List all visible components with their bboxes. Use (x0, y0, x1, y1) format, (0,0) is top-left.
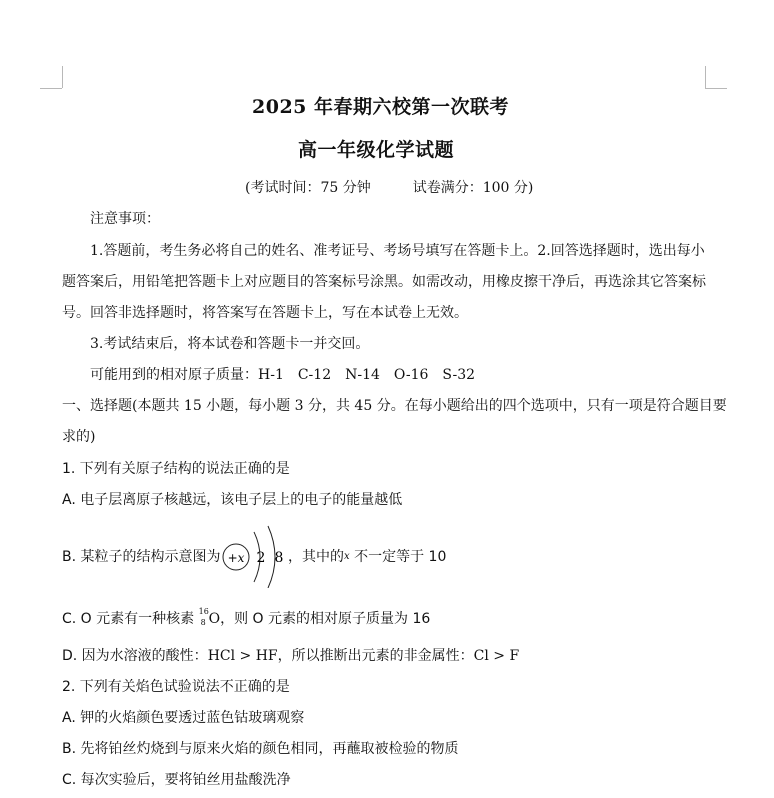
q2-option-b: B. 先将铂丝灼烧到与原来火焰的颜色相同，再蘸取被检验的物质 (62, 741, 459, 757)
nuclide-mass-number: 16 (198, 607, 209, 616)
notice-item3: 3.考试结束后，将本试卷和答题卡一并交回。 (90, 336, 370, 352)
notice-item1-line3: 号。回答非选择题时，将答案写在答题卡上，写在本试卷上无效。 (62, 305, 468, 321)
exam-info: (考试时间：75 分钟 试卷满分：100 分) (245, 180, 534, 196)
q1-option-d (62, 647, 519, 665)
q1-option-a: A. 电子层离原子核越远，该电子层上的电子的能量越低 (62, 492, 403, 508)
q1-stem: 1. 下列有关原子结构的说法正确的是 (62, 461, 290, 477)
q1-option-b-suffix (288, 548, 446, 566)
q1-option-b-prefix: B. 某粒子的结构示意图为 (62, 549, 221, 565)
nuclide-atomic-number: 8 (200, 618, 206, 627)
section1-heading-line1: 一、选择题(本题共 15 小题，每小题 3 分，共 45 分。在每小题给出的四个选项中，只有一项是符合题目要 (62, 398, 727, 414)
q1-option-d-prefix: D. 因为水溶液的酸性： (62, 648, 208, 664)
section1-heading-line2: 求的) (62, 429, 96, 445)
notice-atomic-masses: 可能用到的相对原子质量：H-1 C-12 N-14 O-16 S-32 (90, 367, 476, 383)
exam-title: 2025 年春期六校第一次联考 (252, 96, 509, 118)
q1-option-b-suffix-b: 不一定等于 10 (349, 549, 447, 565)
q1-option-c (62, 607, 431, 628)
q1-option-b (62, 548, 221, 566)
nuclide-notation (198, 607, 209, 628)
diagram-shell1-count: 2 (256, 550, 266, 566)
q1-option-c-suffix: ，则 O 元素的相对原子质量为 16 (220, 611, 431, 627)
diagram-nucleus-label: +x (227, 551, 245, 565)
notice-heading: 注意事项： (90, 211, 160, 227)
q2-option-a: A. 钾的火焰颜色要透过蓝色钴玻璃观察 (62, 710, 305, 726)
q1-option-c-prefix: C. O 元素有一种核素 (62, 611, 199, 627)
q1-option-d-formula1: HCl > HF (207, 648, 278, 664)
notice-item1-line1: 1.答题前，考生务必将自己的姓名、准考证号、考场号填写在答题卡上。2.回答选择题时，选出每小 (90, 243, 705, 259)
q2-stem: 2. 下列有关焰色试验说法不正确的是 (62, 679, 290, 695)
nuclide-symbol: O (208, 611, 221, 627)
q1-option-b-var: x (344, 551, 350, 562)
atomic-structure-diagram (216, 524, 290, 588)
exam-subtitle: 高一年级化学试题 (298, 139, 455, 161)
q1-option-d-formula2: Cl > F (473, 648, 520, 664)
notice-item1-line2: 题答案后，用铅笔把答题卡上对应题目的答案标号涂黑。如需改动，用橡皮擦干净后，再选涂其它答案标 (62, 274, 706, 290)
diagram-shell2-count: 8 (274, 550, 284, 566)
q2-option-c: C. 每次实验后，要将铂丝用盐酸洗净 (62, 772, 291, 788)
q1-option-b-suffix-a: ，其中的 (288, 549, 344, 565)
q1-option-d-mid: ，所以推断出元素的非金属性： (277, 648, 474, 664)
